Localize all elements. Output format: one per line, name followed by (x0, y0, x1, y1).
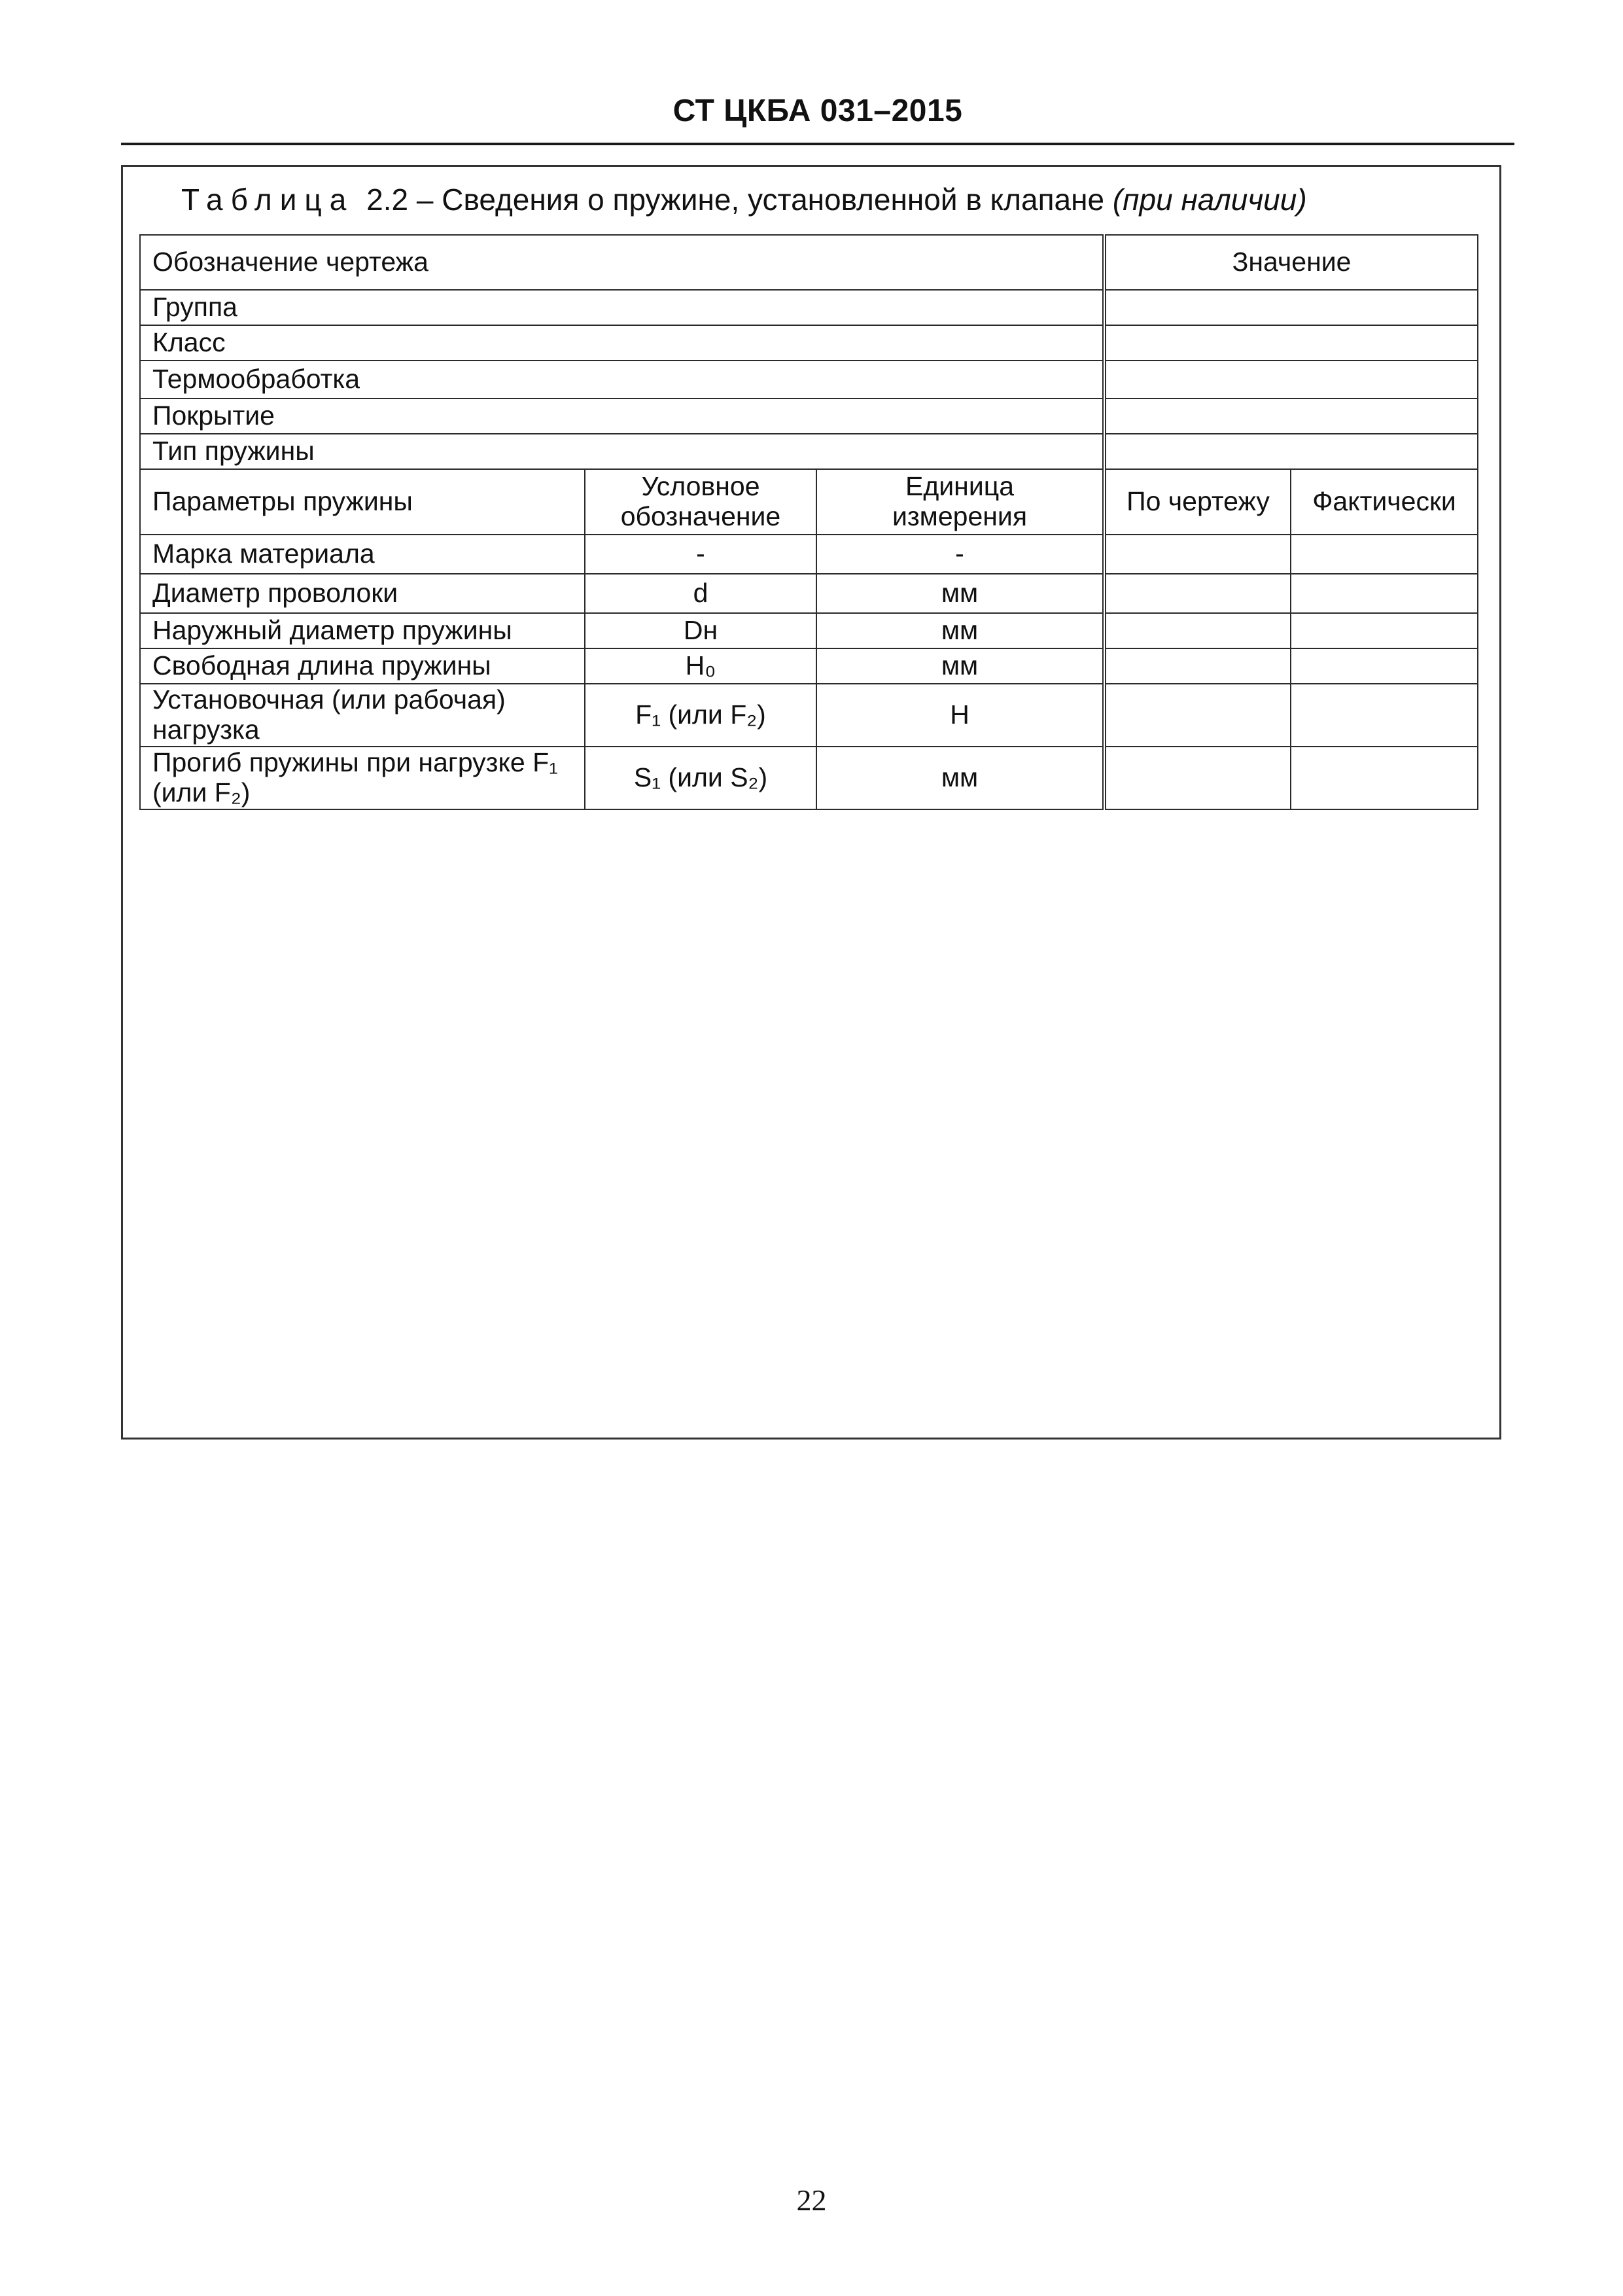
param-unit: мм (816, 648, 1104, 684)
param-symbol: Dн (585, 613, 816, 648)
table-row (140, 469, 1478, 535)
param-by-drawing (1104, 747, 1291, 809)
param-unit: - (816, 535, 1104, 574)
table-row (140, 574, 1478, 613)
header-cell-value: Значение (1104, 235, 1478, 290)
param-unit: мм (816, 613, 1104, 648)
row-value (1104, 398, 1478, 434)
param-header-actual: Фактически (1291, 469, 1478, 535)
param-header-symbol (585, 469, 816, 535)
param-label: Диаметр проволоки (140, 574, 585, 613)
row-label: Группа (140, 290, 1104, 325)
param-label: Наружный диаметр пружины (140, 613, 585, 648)
table-row (140, 747, 1478, 809)
param-header-name: Параметры пружины (140, 469, 585, 535)
spring-info-table (139, 234, 1478, 810)
param-header-unit-line2: измерения (892, 501, 1028, 531)
row-value (1104, 361, 1478, 398)
param-actual (1291, 535, 1478, 574)
param-label: Прогиб пружины при нагрузке F₁ (или F₂) (140, 747, 585, 809)
table-row (140, 535, 1478, 574)
param-actual (1291, 648, 1478, 684)
param-symbol: H₀ (585, 648, 816, 684)
param-actual (1291, 684, 1478, 747)
page-number: 22 (796, 2183, 827, 2217)
param-by-drawing (1104, 574, 1291, 613)
row-label: Класс (140, 325, 1104, 361)
param-symbol: - (585, 535, 816, 574)
param-header-symbol-line1: Условное (641, 471, 760, 502)
param-label: Свободная длина пружины (140, 648, 585, 684)
table-row (140, 235, 1478, 290)
row-value (1104, 325, 1478, 361)
param-by-drawing (1104, 684, 1291, 747)
param-actual (1291, 574, 1478, 613)
row-value (1104, 434, 1478, 469)
param-symbol: d (585, 574, 816, 613)
table-row (140, 398, 1478, 434)
row-label: Термообработка (140, 361, 1104, 398)
caption-word: Таблица (181, 183, 355, 217)
param-header-by-drawing: По чертежу (1104, 469, 1291, 535)
param-header-unit (816, 469, 1104, 535)
param-label: Марка материала (140, 535, 585, 574)
param-actual (1291, 613, 1478, 648)
caption-text: 2.2 – Сведения о пружине, установленной в клапане (366, 183, 1105, 217)
param-header-unit-line1: Единица (905, 471, 1015, 502)
document-code: СТ ЦКБА 031–2015 (672, 94, 963, 128)
param-unit: мм (816, 747, 1104, 809)
param-unit: мм (816, 574, 1104, 613)
param-unit: Н (816, 684, 1104, 747)
row-label: Покрытие (140, 398, 1104, 434)
param-symbol: F₁ (или F₂) (585, 684, 816, 747)
document-header (121, 92, 1514, 145)
table-row (140, 613, 1478, 648)
table-row (140, 361, 1478, 398)
table-row (140, 648, 1478, 684)
param-symbol: S₁ (или S₂) (585, 747, 816, 809)
row-label: Тип пружины (140, 434, 1104, 469)
caption-note: (при наличии) (1112, 183, 1307, 217)
table-caption (181, 182, 1307, 217)
table-row (140, 684, 1478, 747)
table-row (140, 325, 1478, 361)
param-by-drawing (1104, 648, 1291, 684)
row-value (1104, 290, 1478, 325)
header-cell-drawing: Обозначение чертежа (140, 235, 1104, 290)
param-header-symbol-line2: обозначение (620, 501, 781, 531)
param-by-drawing (1104, 535, 1291, 574)
table-row (140, 434, 1478, 469)
param-label: Установочная (или рабочая) нагрузка (140, 684, 585, 747)
param-by-drawing (1104, 613, 1291, 648)
table-row (140, 290, 1478, 325)
param-actual (1291, 747, 1478, 809)
